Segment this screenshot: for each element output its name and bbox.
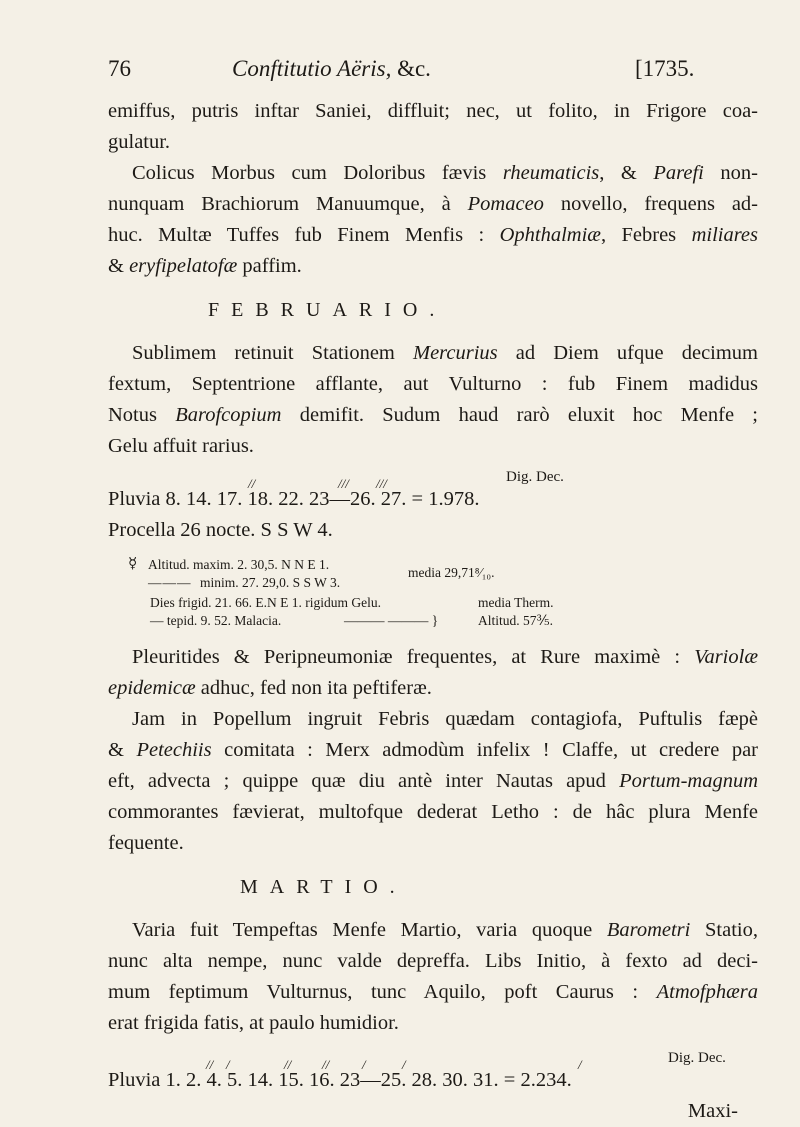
paragraph-line: commorantes fævierat, multofque dederat Letho : de hâc plura Menfe <box>108 801 758 823</box>
observation-table <box>108 556 758 630</box>
tick-mark: /// <box>376 476 387 491</box>
tick-mark: /// <box>338 476 349 491</box>
paragraph-line: huc. Multæ Tuffes fub Finem Menfis : Ophthalmiæ, Febres miliares <box>108 224 759 246</box>
tick-mark: / <box>578 1057 582 1072</box>
paragraph-line: mum feptimum Vulturnus, tunc Aquilo, poft Caurus : Atmofphæra <box>108 981 758 1003</box>
paragraph-line: Sublimem retinuit Stationem Mercurius ad Diem ufque decimum <box>132 342 759 364</box>
tick-mark: / <box>362 1057 366 1072</box>
paragraph-line: nunc alta nempe, nunc valde depreffa. Libs Initio, à fexto ad deci- <box>108 950 758 972</box>
tick-mark: // <box>284 1057 292 1072</box>
paragraph-line: Gelu affuit rarius. <box>108 435 254 457</box>
storm-line: Procella 26 nocte. S S W 4. <box>108 519 333 541</box>
page-header <box>108 56 738 96</box>
paragraph-line: Colicus Morbus cum Doloribus fævis rheumaticis, & Parefi non- <box>132 162 758 184</box>
mercury-symbol: ☿ <box>128 556 138 572</box>
rainfall-row: Pluvia 1. 2. 4. 5. 14. 15. 16. 23—25. 28. 30. 31. = 2.234. <box>108 1069 572 1091</box>
digits-decimals-label: Dig. Dec. <box>668 1050 726 1066</box>
tick-mark: / <box>402 1057 406 1072</box>
paragraph-line: gulatur. <box>108 131 171 153</box>
page-body <box>108 96 758 1127</box>
paragraph-line: erat frigida fatis, at paulo humidior. <box>108 1012 399 1034</box>
paragraph-line: & eryfipelatofæ paffim. <box>108 255 302 277</box>
table-row: ☿ Altitud. maxim. 2. 30,5. N N E 1. media 29,71⁸⁄₁₀. <box>128 556 495 580</box>
tick-mark: // <box>206 1057 214 1072</box>
paragraph-line: epidemicæ adhuc, fed non ita peftiferæ. <box>108 677 432 699</box>
paragraph-line: Pleuritides & Peripneumoniæ frequentes, at Rure maximè : Variolæ <box>132 646 758 668</box>
rain-tick-marks <box>108 1043 758 1072</box>
year-bracket: [1735. <box>635 56 695 81</box>
catchword: Maxi- <box>687 1100 738 1122</box>
tick-mark: / <box>226 1057 230 1072</box>
page-number: 76 <box>108 56 131 81</box>
paragraph-line: emiffus, putris inftar Saniei, diffluit; nec, ut folito, in Frigore coa- <box>108 100 758 122</box>
paragraph-line: Varia fuit Tempeftas Menfe Martio, varia quoque Barometri Statio, <box>132 919 758 941</box>
paragraph-line: Notus Barofcopium demifit. Sudum haud rarò eluxit hoc Menfe ; <box>108 404 758 426</box>
table-row: Dies frigid. 21. 66. E.N E 1. rigidum Gelu. media Therm. <box>150 595 554 610</box>
month-heading-march: MARTIO. <box>240 876 407 898</box>
tick-mark: // <box>248 476 256 491</box>
tick-mark: // <box>322 1057 330 1072</box>
paragraph-line: eft, advecta ; quippe quæ diu antè inter Nautas apud Portum-magnum <box>108 770 758 792</box>
paragraph-line: nunquam Brachiorum Manuumque, à Pomaceo novello, frequens ad- <box>108 193 758 215</box>
paragraph-line: Jam in Popellum ingruit Febris quædam contagiofa, Puftulis fæpè <box>132 708 758 730</box>
paragraph-line: & Petechiis comitata : Merx admodùm infelix ! Claffe, ut credere par <box>108 739 758 761</box>
paragraph-line: fequente. <box>108 832 184 854</box>
table-row: ——— minim. 27. 29,0. S S W 3. <box>148 575 341 590</box>
rainfall-row: Pluvia 8. 14. 17. 18. 22. 23—26. 27. = 1.978. <box>108 488 480 510</box>
digits-decimals-label: Dig. Dec. <box>506 469 564 485</box>
table-row: — tepid. 9. 52. Malacia. ——— ——— } Altitud. 57⅗. <box>150 613 553 628</box>
month-heading-february: FEBRUARIO. <box>208 299 447 321</box>
running-head: Conftitutio Aëris, &c. <box>232 56 431 81</box>
rain-tick-marks <box>108 462 758 491</box>
paragraph-line: fextum, Septentrione afflante, aut Vulturno : fub Finem madidus <box>108 373 758 395</box>
